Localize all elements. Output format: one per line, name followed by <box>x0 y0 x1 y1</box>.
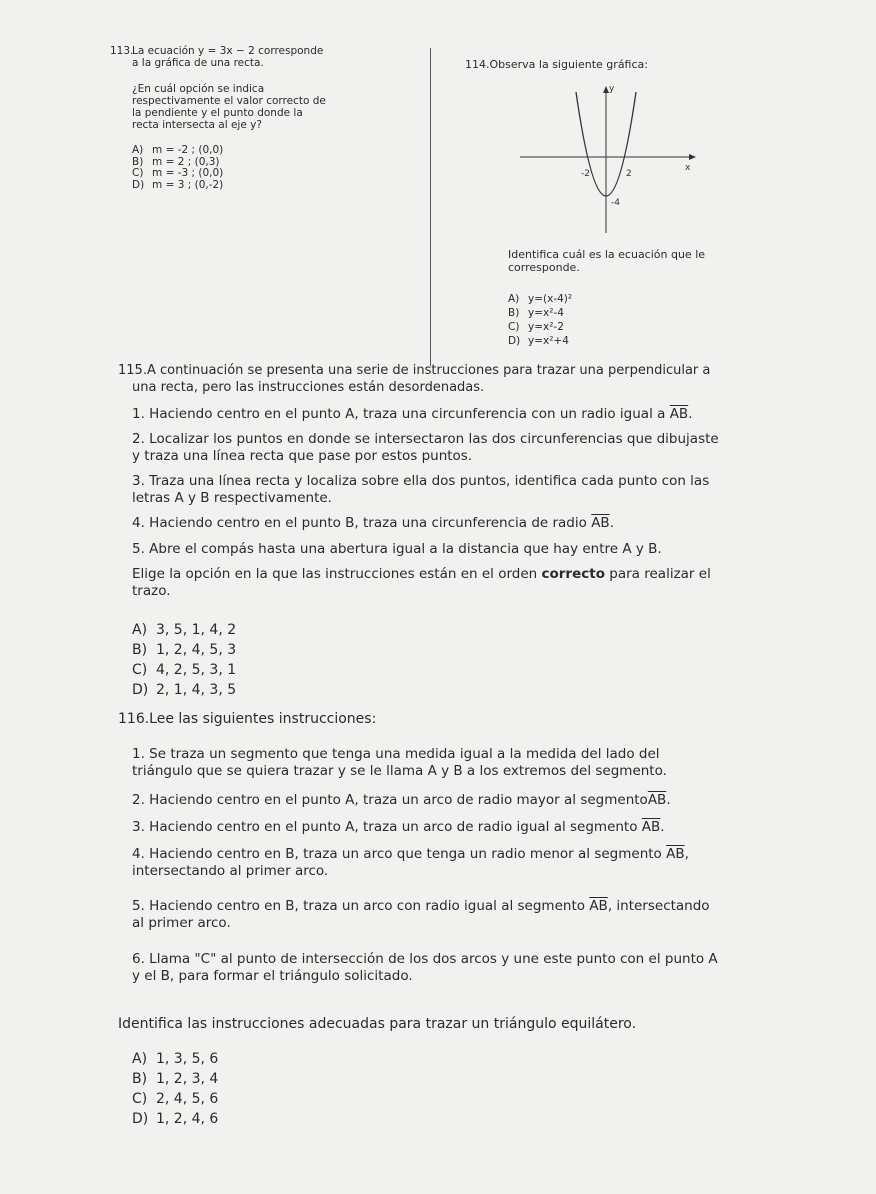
option-b[interactable]: B) 1, 2, 3, 4 <box>132 1071 219 1087</box>
q115-step-1: 1. Haciendo centro en el punto A, traza una circunferencia con un radio igual a $\overline{AB}$. <box>132 406 693 422</box>
option-c[interactable]: C) m = -3 ; (0,0) <box>132 167 224 179</box>
segment-ab: $\overline{AB}$ <box>641 819 661 835</box>
option-d[interactable]: D) m = 3 ; (0,-2) <box>132 178 224 191</box>
question-113-prompt-line: ¿En cuál opción se indica <box>132 83 265 95</box>
question-116-title: 116.Lee las siguientes instrucciones: <box>118 711 377 727</box>
segment-ab: $\overline{AB}$ <box>666 846 685 862</box>
x-axis-arrow <box>689 154 696 160</box>
q116-step-5: 5. Haciendo centro en B, traza un arco con radio igual al segmento $\overline{AB}$, intersectando al primer arco. <box>132 898 710 931</box>
q115-step-5: 5. Abre el compás hasta una abertura igual a la distancia que hay entre A y B. <box>132 541 662 557</box>
question-114-options <box>508 292 572 348</box>
q116-step-4: 4. Haciendo centro en B, traza un arco que tenga un radio menor al segmento $\overline{AB}$, intersectando al primer arco. <box>132 846 689 879</box>
option-d[interactable]: D) 2, 1, 4, 3, 5 <box>132 682 237 698</box>
tick-label-pos: 2 <box>626 169 632 179</box>
question-115-title-cont: una recta, pero las instrucciones están desordenadas. <box>132 380 485 395</box>
parabola-graph <box>520 78 700 238</box>
option-a[interactable]: A) 3, 5, 1, 4, 2 <box>132 622 237 638</box>
q116-step-3: 3. Haciendo centro en el punto A, traza un arco de radio igual al segmento $\overline{AB}$. <box>132 819 665 835</box>
question-113-title-line: a la gráfica de una recta. <box>132 57 264 69</box>
option-b[interactable]: B) m = 2 ; (0,3) <box>132 155 220 168</box>
question-113-number: 113. <box>110 45 134 57</box>
option-c[interactable]: C) 2, 4, 5, 6 <box>132 1091 219 1107</box>
q115-step-4: 4. Haciendo centro en el punto B, traza una circunferencia de radio $\overline{AB}$. <box>132 515 614 531</box>
segment-ab: $\overline{AB}$ <box>589 898 608 914</box>
question-113-options <box>132 145 422 191</box>
option-a[interactable]: A) m = -2 ; (0,0) <box>132 144 224 156</box>
question-116-prompt: Identifica las instrucciones adecuadas para trazar un triángulo equilátero. <box>118 1016 637 1032</box>
q116-step-2: 2. Haciendo centro en el punto A, traza un arco de radio mayor al $segmento\overline{AB}$. <box>132 792 671 808</box>
tick-label-neg: -2 <box>581 169 590 179</box>
question-113 <box>110 45 422 191</box>
segment-ab: $\overline{AB}$ <box>669 406 689 422</box>
option-c[interactable]: C) y=x²-2 <box>508 321 564 333</box>
segment-ab: $\overline{AB}$ <box>591 515 610 531</box>
question-116-options <box>132 1049 218 1129</box>
q116-step-1: 1. Se traza un segmento que tenga una medida igual a la medida del lado del triángulo que se quiera trazar y se le llama A y B a los extremos del segmento. <box>132 746 667 779</box>
option-d[interactable]: D) y=x²+4 <box>508 335 569 347</box>
q116-step-6: 6. Llama "C" al punto de intersección de los dos arcos y une este punto con el punto A y el B, para formar el triángulo solicitado. <box>132 951 718 984</box>
q115-step-3: 3. Traza una línea recta y localiza sobre ella dos puntos, identifica cada punto con las letras A y B respectivamente. <box>132 473 710 506</box>
question-114-prompt: Identifica cuál es la ecuación que le corresponde. <box>508 248 706 274</box>
x-axis-label: x <box>685 163 691 173</box>
q115-prompt: Elige la opción en la que las instrucciones están en el orden correcto para realizar el trazo. <box>132 566 711 599</box>
q115-step-2: 2. Localizar los puntos en donde se intersectaron las dos circunferencias que dibujaste y traza una línea recta que pase por estos puntos. <box>132 431 719 464</box>
question-113-prompt-line: recta intersecta al eje y? <box>132 119 262 131</box>
question-113-title-line: La ecuación y = 3x − 2 corresponde <box>132 45 324 57</box>
option-b[interactable]: B) y=x²-4 <box>508 307 564 319</box>
option-b[interactable]: B) 1, 2, 4, 5, 3 <box>132 642 237 658</box>
y-axis-label: y <box>609 84 615 94</box>
column-divider <box>430 48 431 366</box>
question-114-title: 114.Observa la siguiente gráfica: <box>465 58 648 71</box>
question-113-prompt-line: la pendiente y el punto donde la <box>132 107 303 119</box>
segment-ab: $\overline{AB}$ <box>647 792 667 808</box>
question-115-title: 115.A continuación se presenta una serie de instrucciones para trazar una perpendicular a <box>118 363 711 378</box>
option-c[interactable]: C) 4, 2, 5, 3, 1 <box>132 662 237 678</box>
question-115-options <box>132 620 236 700</box>
option-d[interactable]: D) 1, 2, 4, 6 <box>132 1111 219 1127</box>
option-a[interactable]: A) y=(x-4)² <box>508 293 573 305</box>
option-a[interactable]: A) 1, 3, 5, 6 <box>132 1051 219 1067</box>
vertex-label: -4 <box>611 198 620 208</box>
question-113-prompt-line: respectivamente el valor correcto de <box>132 95 326 107</box>
